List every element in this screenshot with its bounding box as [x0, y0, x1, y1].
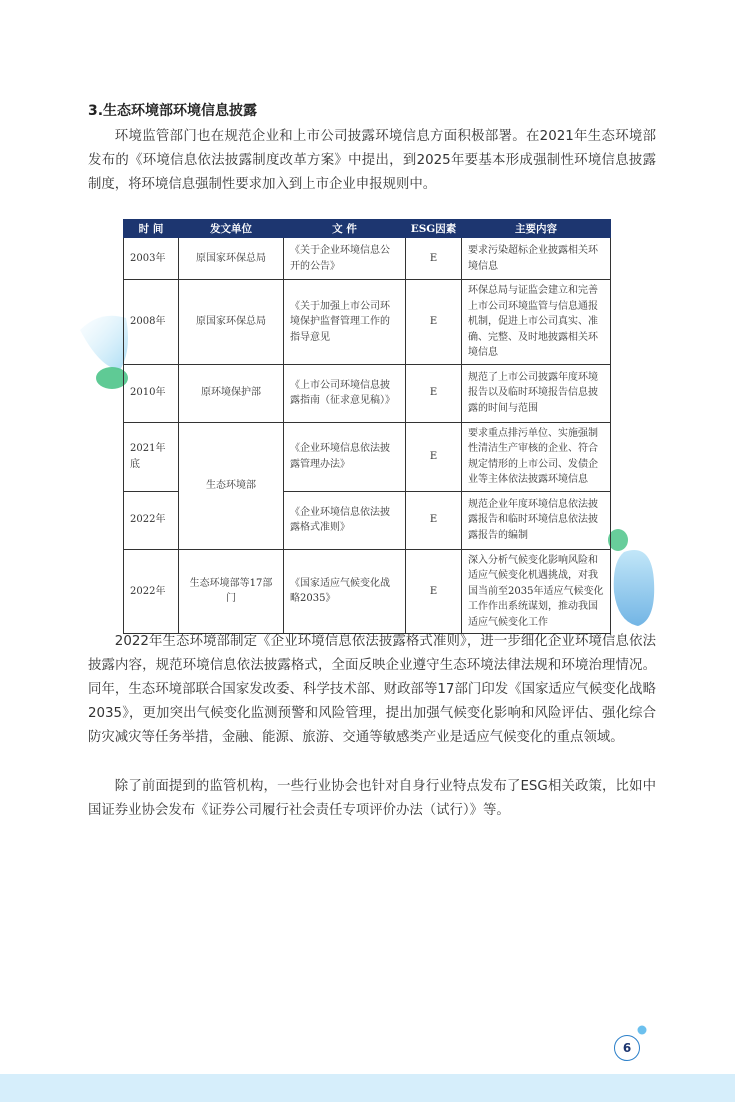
cell-doc: 《关于加强上市公司环境保护监督管理工作的指导意见 [284, 280, 406, 365]
cell-time: 2008年 [124, 280, 179, 365]
section-heading: 3.生态环境部环境信息披露 [88, 103, 258, 119]
cell-esg: E [406, 280, 462, 365]
cell-org: 原国家环保总局 [179, 280, 284, 365]
cell-content: 环保总局与证监会建立和完善上市公司环境监管与信息通报机制，促进上市公司真实、准确、完整、及时地披露相关环境信息 [462, 280, 611, 365]
body-paragraph-associations: 除了前面提到的监管机构，一些行业协会也针对自身行业特点发布了ESG相关政策，比如中国证券业协会发布《证券公司履行社会责任专项评价办法（试行）》等。 [88, 779, 656, 818]
cell-org: 原环境保护部 [179, 364, 284, 422]
header-content: 主要内容 [462, 220, 611, 238]
cell-esg: E [406, 549, 462, 634]
page-number-dot [636, 1024, 648, 1036]
cell-content: 深入分析气候变化影响风险和适应气候变化机遇挑战，对我国当前至2035年适应气候变化工作作出系统谋划，推动我国适应气候变化工作 [462, 549, 611, 634]
table-row [124, 280, 611, 365]
cell-time: 2010年 [124, 364, 179, 422]
cell-time: 2021年底 [124, 422, 179, 491]
cell-esg: E [406, 422, 462, 491]
header-doc: 文 件 [284, 220, 406, 238]
cell-org: 原国家环保总局 [179, 238, 284, 280]
cell-doc: 《企业环境信息依法披露管理办法》 [284, 422, 406, 491]
body-paragraph-2022: 2022年生态环境部制定《企业环境信息依法披露格式准则》，进一步细化企业环境信息依法披露内容，规范环境信息依法披露格式，全面反映企业遵守生态环境法律法规和环境治理情况。同年，生态环境部联合国家发改委、科学技术部、财政部等17部门印发《国家适应气候变化战略2035》，更加突出气候变化监测预警和风险管理，提出加强气候变化影响和风险评估、强化综合防灾减灾等任务举措，金融、能源、旅游、交通等敏感类产业是适应气候变化的重点领域。 [88, 634, 656, 745]
policy-table [123, 219, 611, 634]
cell-org: 生态环境部等17部门 [179, 549, 284, 634]
cell-content: 要求污染超标企业披露相关环境信息 [462, 238, 611, 280]
cell-doc: 《国家适应气候变化战略2035》 [284, 549, 406, 634]
table-header-row [124, 220, 611, 238]
header-org: 发文单位 [179, 220, 284, 238]
cell-esg: E [406, 491, 462, 549]
cell-content: 规范企业年度环境信息依法披露报告和临时环境信息依法披露报告的编制 [462, 491, 611, 549]
cell-time: 2003年 [124, 238, 179, 280]
table-row [124, 549, 611, 634]
intro-paragraph: 环境监管部门也在规范企业和上市公司披露环境信息方面积极部署。在2021年生态环境部发布的《环境信息依法披露制度改革方案》中提出，到2025年要基本形成强制性环境信息披露制度，将环境信息强制性要求加入到上市企业申报规则中。 [88, 129, 656, 192]
cell-doc: 《企业环境信息依法披露格式准则》 [284, 491, 406, 549]
page-number: 6 [614, 1035, 640, 1061]
cell-doc: 《关于企业环境信息公开的公告》 [284, 238, 406, 280]
cell-org: 生态环境部 [179, 422, 284, 549]
table-row [124, 422, 611, 491]
cell-time: 2022年 [124, 491, 179, 549]
cell-esg: E [406, 364, 462, 422]
cell-time: 2022年 [124, 549, 179, 634]
footer-band [0, 1074, 735, 1102]
table-row [124, 238, 611, 280]
header-esg: ESG因素 [406, 220, 462, 238]
cell-doc: 《上市公司环境信息披露指南（征求意见稿）》 [284, 364, 406, 422]
cell-content: 要求重点排污单位、实施强制性清洁生产审核的企业、符合规定情形的上市公司、发债企业等主体依法披露环境信息 [462, 422, 611, 491]
header-time: 时 间 [124, 220, 179, 238]
cell-esg: E [406, 238, 462, 280]
table-row [124, 364, 611, 422]
cell-content: 规范了上市公司披露年度环境报告以及临时环境报告信息披露的时间与范围 [462, 364, 611, 422]
